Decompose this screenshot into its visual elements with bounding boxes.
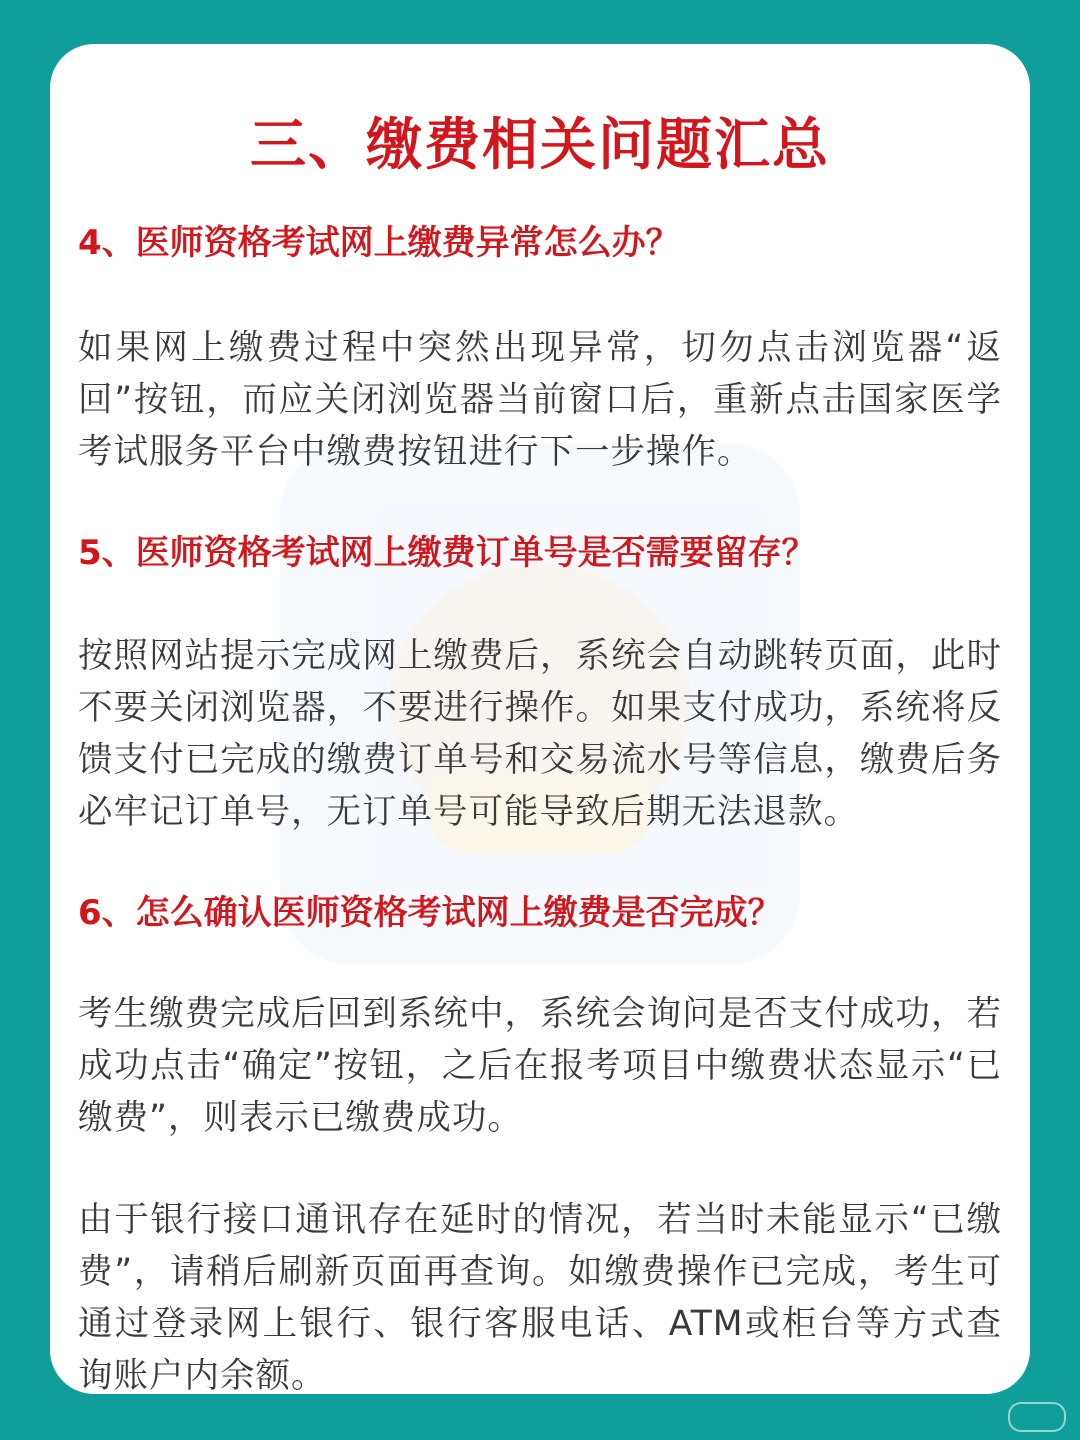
question-5: 5、医师资格考试网上缴费订单号是否需要留存？ [78, 533, 816, 573]
question-4: 4、医师资格考试网上缴费异常怎么办？ [78, 223, 680, 263]
page-title: 三、缴费相关问题汇总 [250, 113, 830, 178]
answer-6-paragraph-2: 由于银行接口通讯存在延时的情况，若当时未能显示“已缴费”，请稍后刷新页面再查询。如缴费操作已完成，考生可通过登录网上银行、银行客服电话、ATM或柜台等方式查询账户内余额。 [78, 1200, 1002, 1394]
answer-4: 如果网上缴费过程中突然出现异常，切勿点击浏览器“返回”按钮，而应关闭浏览器当前窗口后，重新点击国家医学考试服务平台中缴费按钮进行下一步操作。 [78, 328, 1002, 472]
question-6: 6、怎么确认医师资格考试网上缴费是否完成？ [78, 893, 782, 933]
answer-6-paragraph-1: 考生缴费完成后回到系统中，系统会询问是否支付成功，若成功点击“确定”按钮，之后在报考项目中缴费状态显示“已缴费”，则表示已缴费成功。 [78, 994, 1002, 1138]
article [50, 44, 1030, 1394]
answer-5: 按照网站提示完成网上缴费后，系统会自动跳转页面，此时不要关闭浏览器，不要进行操作。如果支付成功，系统将反馈支付已完成的缴费订单号和交易流水号等信息，缴费后务必牢记订单号，无订单号可能导致后期无法退款。 [78, 636, 1002, 832]
corner-watermark-icon [1008, 1402, 1066, 1432]
content-card [50, 44, 1030, 1394]
